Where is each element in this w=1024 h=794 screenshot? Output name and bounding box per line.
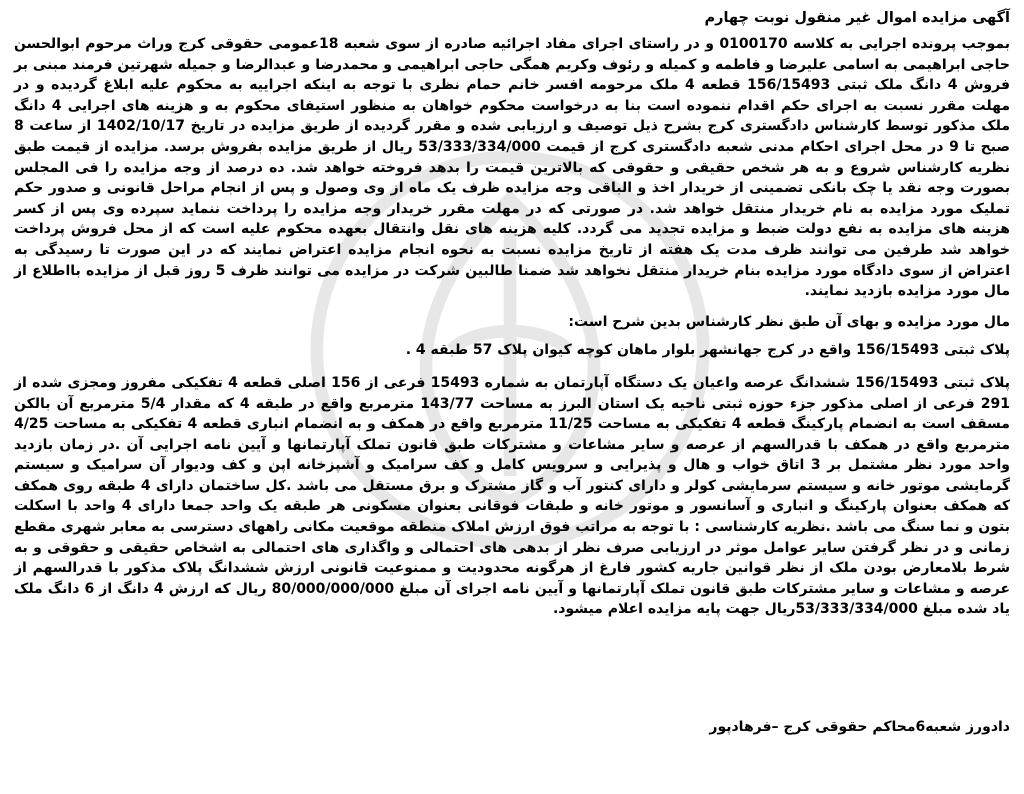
notice-body-paragraph: بموجب پرونده اجرایی به کلاسه 0100170 و در راستای اجرای مفاد اجرائیه صادره از سوی شعبه 18عمومی حقوقی کرج وراث مرحوم ابوالحسن حاجی ابراهیمی به اسامی علیرضا و فاطمه و کمیله و رئوف وکریم همگی حاجی ابراهیمی و محمدرضا و عبدالرضا و جمیله شهرتین فرمند مبنی بر فروش 4 دانگ ملک ثبتی 156/15493 قطعه 4 ملک مرحومه افسر خانم حمام نظری با توجه به اینکه اجراییه به محکوم علیه ابلاغ گردیده و در مهلت مقرر نسبت به اجرای حکم اقدام ننموده است بنا به درخواست محکوم خواهان به منظور استیفای محکوم به و هزینه های اجرایی 4 دانگ ملک مذکور توسط کارشناس دادگستری کرج بشرح ذیل توصیف و ارزیابی شده و مقرر گردیده از طریق مزایده در تاریخ 1402/10/17 از ساعت 8 صبح تا 9 در محل اجرای احکام مدنی شعبه دادگستری کرج از قیمت 53/333/334/000 ریال از طریق مزایده بفروش برسد. مزایده از قیمت طبق نظریه کارشناس شروع و به هر شخص حقیقی و حقوقی که بالاترین قیمت را بدهد فروخته خواهد شد. ده درصد از وجه مزایده را فی المجلس بصورت وجه نقد یا چک بانکی تضمینی از خریدار اخذ و الباقی وجه مزایده ظرف یک ماه از وی وصول و پس از انجام مراحل قانونی و صدور حکم تملیک مورد مزایده به نام خریدار منتقل خواهد شد. در صورتی که در مهلت مقرر خریدار وجه مزایده را پرداخت ننماید سپرده وی پس از کسر هزینه های مزایده به نفع دولت ضبط و مزایده تجدید می گردد. کلیه هزینه های نقل وانتقال بعهده محکوم علیه است که از محل فروش پرداخت خواهد شد طرفین می توانند ظرف مدت یک هفته از تاریخ مزایده نسبت به نحوه انجام مزایده اعتراض نمایند که در این صورت تا رسیدگی به اعتراض از سوی دادگاه مورد مزایده بنام خریدار منتقل نخواهد شد ضمنا طالبین شرکت در مزایده می توانند ظرف 5 روز قبل از مزایده بااطلاع از مال مورد مزایده بازدید نمایند.	[14, 36, 1011, 300]
property-address-line: پلاک ثبتی 156/15493 واقع در کرج جهانشهر بلوار ماهان کوچه کیوان پلاک 57 طبقه 4 .	[405, 342, 1010, 359]
property-description-paragraph: پلاک ثبتی 156/15493 ششدانگ عرصه واعیان یک دستگاه آپارتمان به شماره 15493 فرعی از 156 اصلی قطعه 4 تفکیکی مفروز ومجزی شده از 291 فرعی از اصلی مذکور جزء حوزه ثبتی ناحیه یک استان البرز به مساحت 143/77 مترمربع واقع در طبقه 4 که مقدار 5/4 مترمربع آن بالکن مسقف است به انضمام پارکینگ قطعه 4 تفکیکی به مساحت 11/25 مترمربع واقع در همکف و به انضمام انباری قطعه 4 تفکیکی به مساحت 4/25 مترمربع واقع در همکف با قدرالسهم از عرصه و سایر مشاعات و مشترکات طبق قانون تملک آپارتمانها و آیین نامه اجرایی آن .در زمان بازدید واحد مورد نظر مشتمل بر 3 اتاق خواب و هال و پذیرایی و سرویس کامل و کف سرامیک و آشپزخانه اپن و کف ودیوار آن سرامیک و سیستم گرمایشی موتور خانه و سیستم سرمایشی کولر و دارای کنتور آب و گاز مشترک و برق مستقل می باشد .کل ساختمان دارای 4 طبقه روی همکف که همکف بعنوان پارکینگ و انباری و آسانسور و موتور خانه و طبقات فوقانی بعنوان مسکونی هر طبقه یک واحد جمعا دارای 4 واحد با اسکلت بتون و نما سنگ می باشد .نظریه کارشناسی : با توجه به مراتب فوق ارزش املاک منطقه موقعیت مکانی راههای دسترسی به معابر شهری مقطع زمانی و در نظر گرفتن سایر عوامل موثر در ارزیابی صرف نظر از بدهی های احتمالی و واگذاری های احتمالی به اشخاص حقیقی و حقوقی و به شرط بلامعارض بودن ملک از نظر قوانین جاریه کشور فارغ از هرگونه محدودیت و ممنوعیت قانونی ارزش ششدانگ پلاک مذکور با قدرالسهم از عرصه و مشاعات و سایر مشترکات طبق قانون تملک آپارتمانها و آیین نامه اجرای آن مبلغ 80/000/000/000 ریال که ارزش 4 دانگ از 6 دانگ ملک یاد شده مبلغ 53/333/334/000ریال جهت پایه مزایده اعلام میشود.	[14, 374, 1011, 618]
notice-title: آگهی مزایده اموال غیر منقول نوبت چهارم	[704, 10, 1010, 26]
property-intro-line: مال مورد مزایده و بهای آن طبق نظر کارشناس بدین شرح است:	[568, 313, 1010, 330]
signature-line: دادورز شعبه6محاکم حقوقی کرج –فرهادپور	[709, 719, 1010, 735]
